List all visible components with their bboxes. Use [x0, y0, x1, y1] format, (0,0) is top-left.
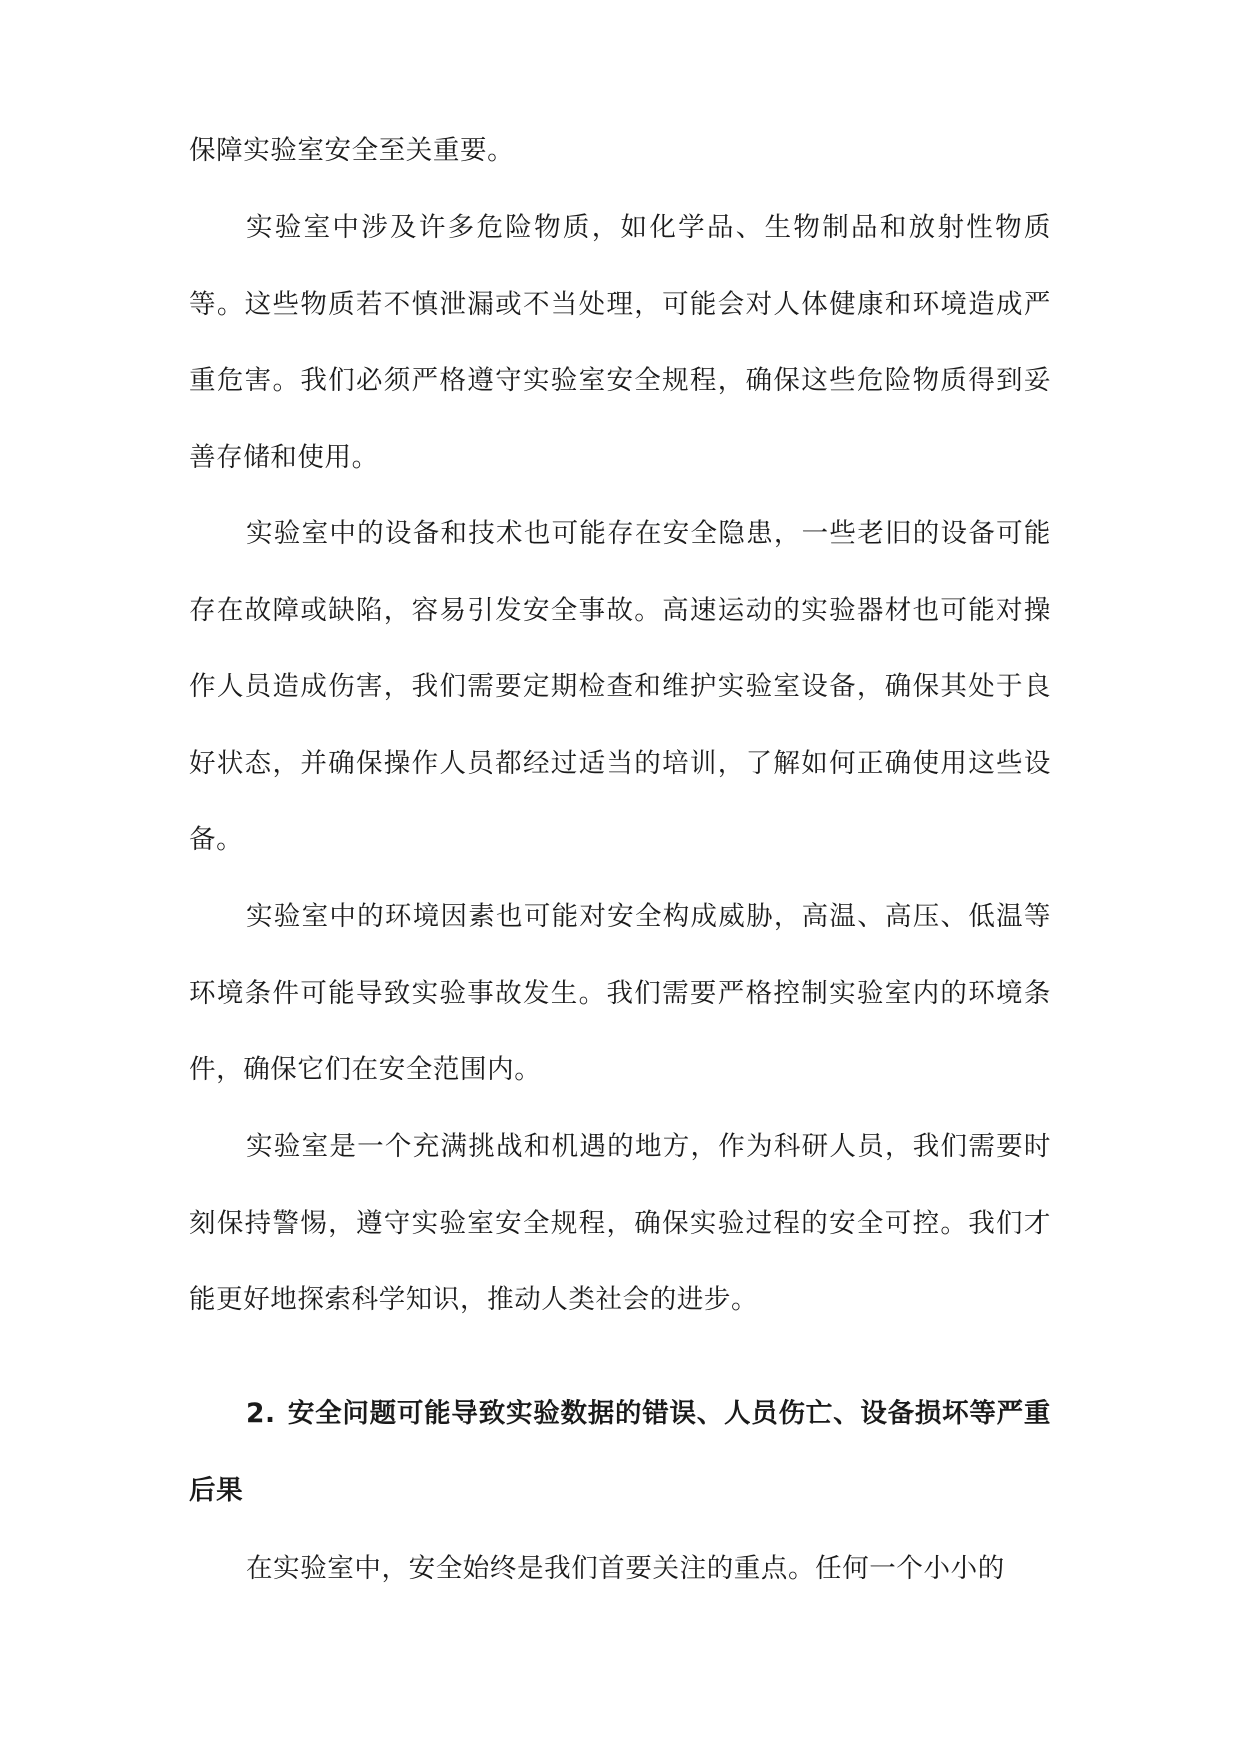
paragraph-environment: 实验室中的环境因素也可能对安全构成威胁，高温、高压、低温等环境条件可能导致实验事故发生。我们需要严格控制实验室内的环境条件，确保它们在安全范围内。	[189, 901, 1051, 1086]
body-text-equipment	[189, 496, 1051, 879]
section-heading	[189, 1376, 1051, 1529]
body-text-section	[189, 1531, 1051, 1608]
paragraph-hazardous-materials: 实验室中涉及许多危险物质，如化学品、生物制品和放射性物质等。这些物质若不慎泄漏或不当处理，可能会对人体健康和环境造成严重危害。我们必须严格遵守实验室安全规程，确保这些危险物质得到妥善存储和使用。	[189, 212, 1051, 473]
body-text-top	[189, 113, 1051, 190]
section-title: 安全问题可能导致实验数据的错误、人员伤亡、设备损坏等严重后果	[189, 1398, 1051, 1506]
section-heading-block	[189, 1376, 1051, 1529]
paragraph-continuation: 保障实验室安全至关重要。	[189, 135, 515, 166]
body-text-main	[189, 190, 1051, 496]
paragraph-equipment: 实验室中的设备和技术也可能存在安全隐患，一些老旧的设备可能存在故障或缺陷，容易引发安全事故。高速运动的实验器材也可能对操作人员造成伤害，我们需要定期检查和维护实验室设备，确保其处于良好状态，并确保操作人员都经过适当的培训，了解如何正确使用这些设备。	[189, 518, 1051, 856]
section-number: 2.	[246, 1398, 276, 1429]
paragraph-section-start: 在实验室中，安全始终是我们首要关注的重点。任何一个小小的	[246, 1553, 1005, 1584]
body-text-conclusion	[189, 1109, 1051, 1339]
body-text-environment	[189, 879, 1051, 1109]
paragraph-conclusion: 实验室是一个充满挑战和机遇的地方，作为科研人员，我们需要时刻保持警惕，遵守实验室安全规程，确保实验过程的安全可控。我们才能更好地探索科学知识，推动人类社会的进步。	[189, 1131, 1051, 1316]
